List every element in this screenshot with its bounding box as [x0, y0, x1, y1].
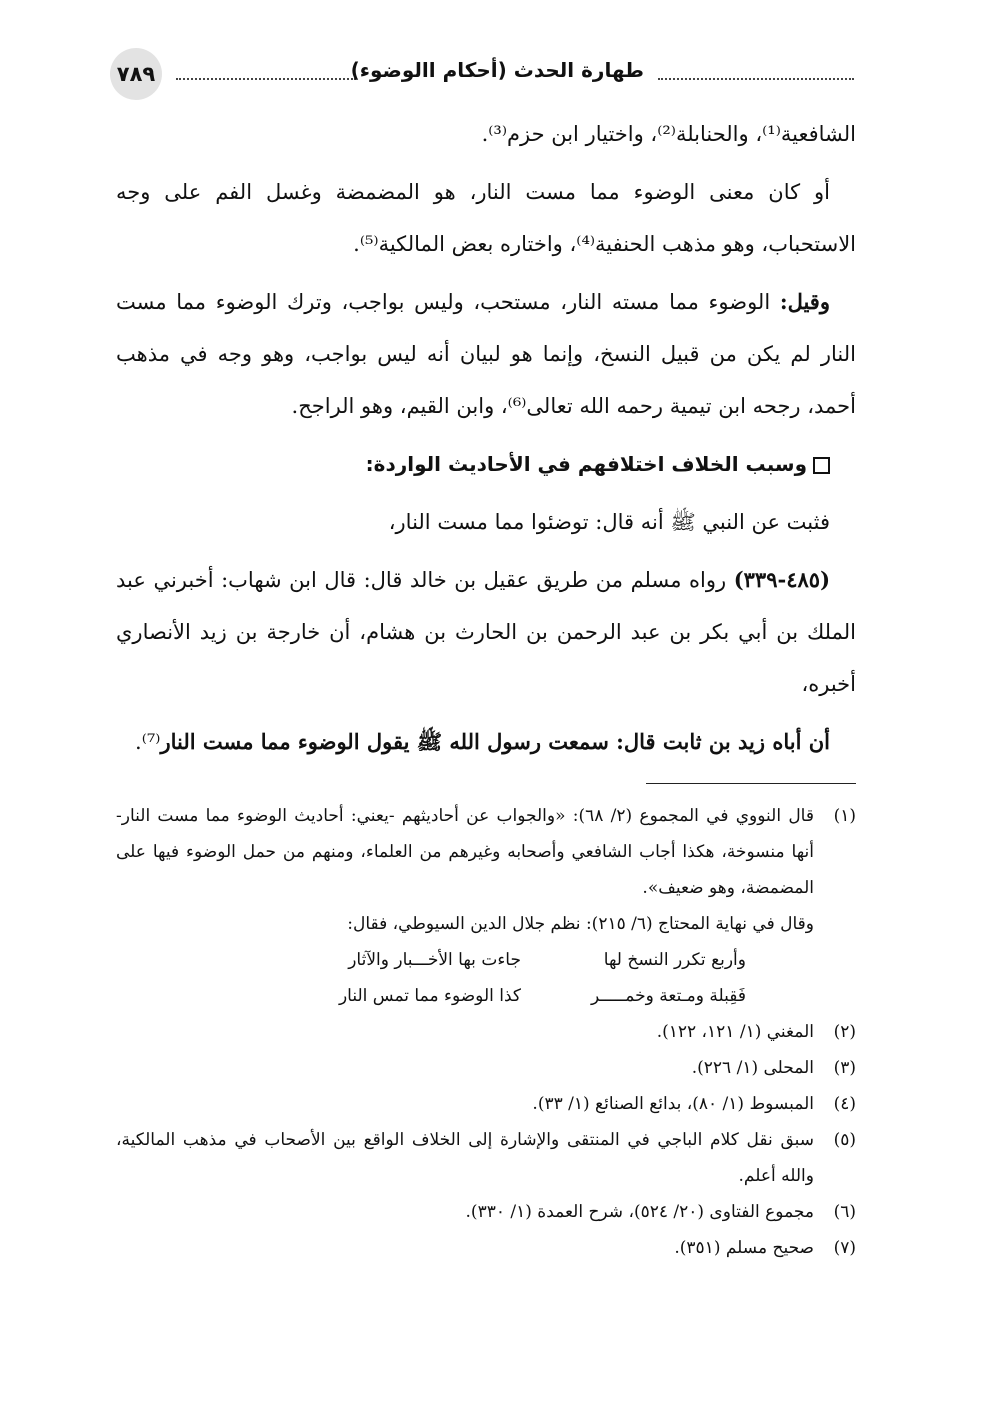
verse-1-hemistich-b: جاءت بها الأخـــبار والآثار — [348, 950, 521, 970]
footnote-1-sub: وقال في نهاية المحتاج (٦/ ٢١٥): نظم جلال الدين السيوطي، فقال: — [347, 914, 814, 934]
footnote-text: قال النووي في المجموع (٢/ ٦٨): «والجواب عن أحاديثهم -يعني: أحاديث الوضوء مما مست النار- أنها منسوخة، هكذا أجاب الشافعي وأصحابه وغيرهم من العلماء، ومنهم من حمل الوضوء فيها على المضمضة، وهو ضعيف». — [116, 806, 814, 898]
paragraph-3 — [116, 276, 856, 432]
paragraph-5 — [116, 554, 856, 710]
page-number: ٧٨٩ — [110, 48, 162, 100]
footnote-text: صحيح مسلم (٣٥١). — [674, 1238, 814, 1258]
footnote-number: (٧) — [833, 1238, 856, 1258]
footnote-text: المحلى (١/ ٢٢٦). — [691, 1058, 814, 1078]
footnote-number: (٤) — [833, 1094, 856, 1114]
verse-line-1 — [296, 942, 746, 978]
header-dots-left — [176, 66, 356, 80]
footnote-text: مجموع الفتاوى (٢٠/ ٥٢٤)، شرح العمدة (١/ ٣٣٠). — [465, 1202, 814, 1222]
paragraph-6 — [116, 716, 856, 768]
footnote-5 — [116, 1122, 856, 1194]
running-title: طهارة الحدث (أحكام االوضوء) — [350, 58, 644, 82]
footnote-number: (٦) — [833, 1202, 856, 1222]
page-header — [110, 48, 854, 98]
footnote-separator — [646, 783, 856, 784]
main-text — [116, 108, 856, 774]
footnote-text: المغني (١/ ١٢١، ١٢٢). — [656, 1022, 814, 1042]
footnote-6 — [116, 1194, 856, 1230]
footnote-text: سبق نقل كلام الباجي في المنتقى والإشارة إلى الخلاف الواقع بين الأصحاب في مذهب المالكية، والله أعلم. — [116, 1130, 814, 1186]
verse-line-2 — [296, 978, 746, 1014]
paragraph-3-text: الوضوء مما مسته النار، مستحب، وليس بواجب، وترك الوضوء مما مست النار لم يكن من قبيل النسخ، وإنما هو لبيان أنه ليس بواجب، وهو وجه في مذهب أحمد، رجحه ابن تيمية رحمه الله تعالى⁽⁶⁾، وابن القيم، وهو الراجح. — [116, 290, 856, 418]
verse-2-hemistich-b: كذا الوضوء مما تمس النار — [338, 986, 521, 1006]
footnote-7 — [116, 1230, 856, 1266]
hadith-number: (٤٨٥-٣٣٩) — [733, 567, 830, 592]
verse-2-hemistich-a: فَقِبلة ومـتعة وخمـــــر — [591, 986, 746, 1006]
footnote-number: (٢) — [833, 1022, 856, 1042]
verse-1-hemistich-a: وأربع تكرر النسخ لها — [603, 950, 746, 970]
header-dots-right — [658, 66, 854, 80]
section-heading-text: وسبب الخلاف اختلافهم في الأحاديث الواردة: — [365, 452, 807, 476]
paragraph-3-label: وقيل: — [779, 289, 830, 314]
footnote-number: (٣) — [833, 1058, 856, 1078]
section-heading — [116, 438, 856, 490]
footnote-number: (١) — [833, 806, 856, 826]
paragraph-4: فثبت عن النبي ﷺ أنه قال: توضئوا مما مست النار، — [388, 510, 830, 534]
footnote-number: (٥) — [833, 1130, 856, 1150]
footnote-2 — [116, 1014, 856, 1050]
paragraph-2: أو كان معنى الوضوء مما مست النار، هو المضمضة وغسل الفم على وجه الاستحباب، وهو مذهب الحنفية⁽⁴⁾، واختاره بعض المالكية⁽⁵⁾. — [116, 180, 856, 256]
hadith-text: أن أباه زيد بن ثابت قال: سمعت رسول الله ﷺ يقول الوضوء مما مست النار — [160, 729, 830, 754]
paragraph-1: الشافعية⁽¹⁾، والحنابلة⁽²⁾، واختيار ابن حزم⁽³⁾. — [481, 122, 856, 146]
footnote-1 — [116, 798, 856, 906]
footnote-4 — [116, 1086, 856, 1122]
footnote-3 — [116, 1050, 856, 1086]
footnote-text: المبسوط (١/ ٨٠)، بدائع الصنائع (١/ ٣٣). — [532, 1094, 814, 1114]
paragraph-5-text: رواه مسلم من طريق عقيل بن خالد قال: قال ابن شهاب: أخبرني عبد الملك بن أبي بكر بن عبد الرحمن بن الحارث بن هشام، أن خارجة بن زيد الأنصاري أخبره، — [116, 568, 856, 696]
checkbox-square-icon — [813, 457, 830, 474]
paragraph-6-tail: ⁽⁷⁾. — [135, 730, 161, 754]
footnotes — [116, 798, 856, 1266]
